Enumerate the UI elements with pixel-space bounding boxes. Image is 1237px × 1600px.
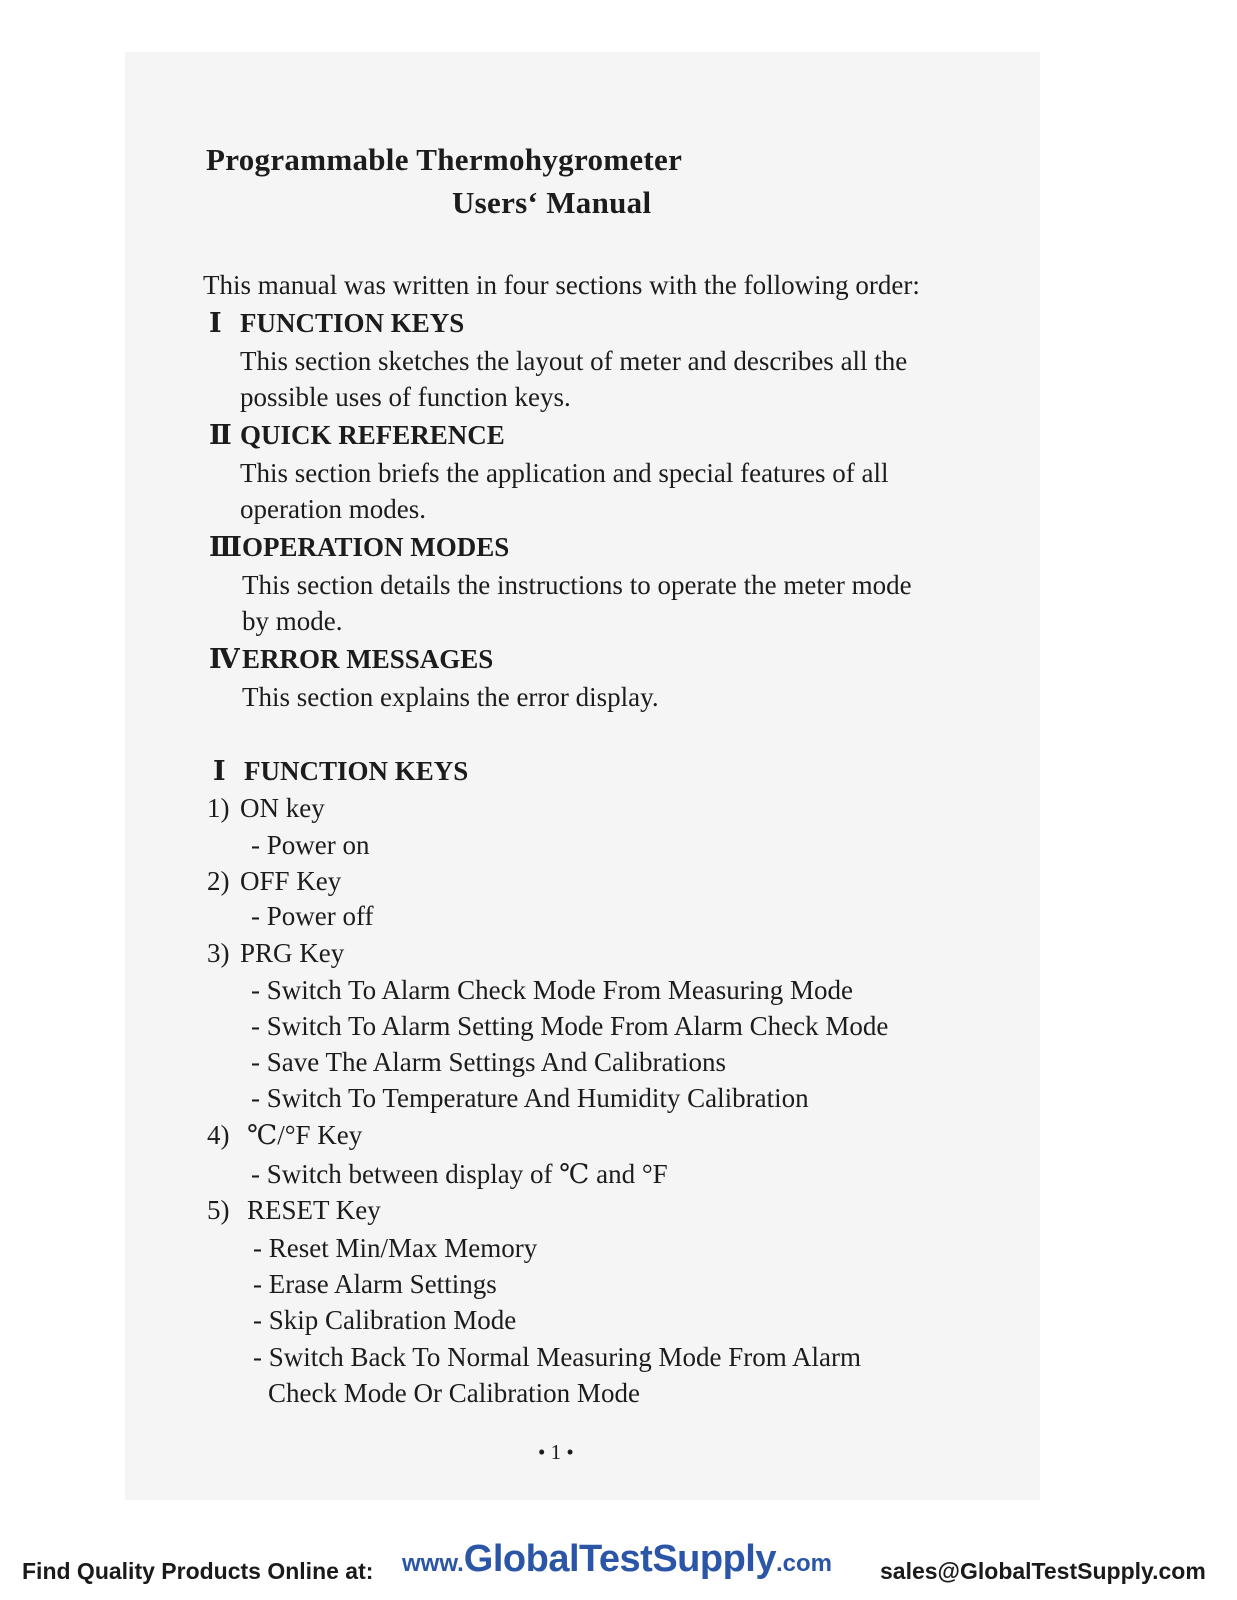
section-heading: [213, 758, 468, 785]
toc-desc: possible uses of function keys.: [240, 382, 571, 412]
toc-heading-text: QUICK REFERENCE: [240, 420, 505, 450]
key-item: - Switch To Alarm Check Mode From Measuring Mode: [251, 975, 854, 1005]
toc-desc: This section explains the error display.: [242, 682, 659, 712]
section-heading-text: FUNCTION KEYS: [244, 756, 469, 786]
key-prg: [207, 940, 344, 967]
footer-find-text: Find Quality Products Online at:: [22, 1558, 374, 1584]
key-item: - Save The Alarm Settings And Calibrations: [251, 1047, 726, 1077]
key-number: 1): [207, 793, 230, 823]
key-item: - Switch between display of ℃ and °F: [251, 1159, 668, 1189]
key-number: 2): [207, 866, 230, 896]
key-number: 5): [207, 1195, 230, 1225]
toc-heading-text: OPERATION MODES: [242, 532, 510, 562]
key-item: - Power off: [251, 901, 374, 931]
key-item: - Switch To Temperature And Humidity Calibration: [251, 1083, 809, 1113]
document-subtitle: Users‘ Manual: [452, 185, 652, 220]
key-reset: [207, 1197, 381, 1224]
key-unit: [207, 1122, 362, 1149]
toc-desc: This section sketches the layout of meter and describes all the: [240, 346, 908, 376]
url-prefix: www.: [402, 1550, 464, 1577]
section-numeral: Ⅰ: [213, 756, 226, 786]
key-item: - Erase Alarm Settings: [253, 1269, 497, 1299]
key-number: 4): [207, 1120, 230, 1150]
toc-heading-2: [209, 422, 505, 449]
key-item: - Switch To Alarm Setting Mode From Alarm Check Mode: [251, 1011, 889, 1041]
toc-numeral: Ⅲ: [209, 532, 242, 562]
document-title: Programmable Thermohygrometer: [206, 142, 683, 177]
footer-email-link[interactable]: sales@GlobalTestSupply.com: [880, 1558, 1206, 1584]
key-name: RESET Key: [247, 1195, 381, 1225]
key-name: PRG Key: [240, 938, 345, 968]
key-number: 3): [207, 938, 230, 968]
page-number: • 1 •: [538, 1440, 574, 1464]
toc-numeral: Ⅳ: [209, 644, 240, 674]
url-suffix: .com: [776, 1550, 833, 1577]
url-brand: GlobalTestSupply: [463, 1538, 776, 1580]
key-item: - Reset Min/Max Memory: [253, 1233, 538, 1263]
key-item: - Switch Back To Normal Measuring Mode From Alarm: [253, 1342, 862, 1372]
toc-heading-3: [209, 534, 509, 561]
key-name: ON key: [240, 793, 325, 823]
key-item: - Skip Calibration Mode: [253, 1305, 517, 1335]
key-item: - Power on: [251, 830, 370, 860]
toc-desc: This section briefs the application and special features of all: [240, 458, 889, 488]
key-name: ℃/°F Key: [247, 1120, 363, 1150]
toc-desc: operation modes.: [240, 494, 426, 524]
key-name: OFF Key: [240, 866, 342, 896]
toc-desc: by mode.: [242, 606, 343, 636]
toc-numeral: Ⅱ: [209, 420, 232, 450]
key-off: [207, 868, 341, 895]
toc-heading-text: FUNCTION KEYS: [240, 308, 465, 338]
toc-numeral: Ⅰ: [209, 308, 222, 338]
toc-desc: This section details the instructions to operate the meter mode: [242, 570, 912, 600]
toc-heading-1: [209, 310, 464, 337]
footer-website-link[interactable]: [402, 1540, 832, 1578]
key-on: [207, 795, 325, 822]
toc-heading-text: ERROR MESSAGES: [242, 644, 494, 674]
intro-text: This manual was written in four sections with the following order:: [203, 270, 920, 300]
key-item: Check Mode Or Calibration Mode: [268, 1378, 640, 1408]
toc-heading-4: [209, 646, 493, 673]
